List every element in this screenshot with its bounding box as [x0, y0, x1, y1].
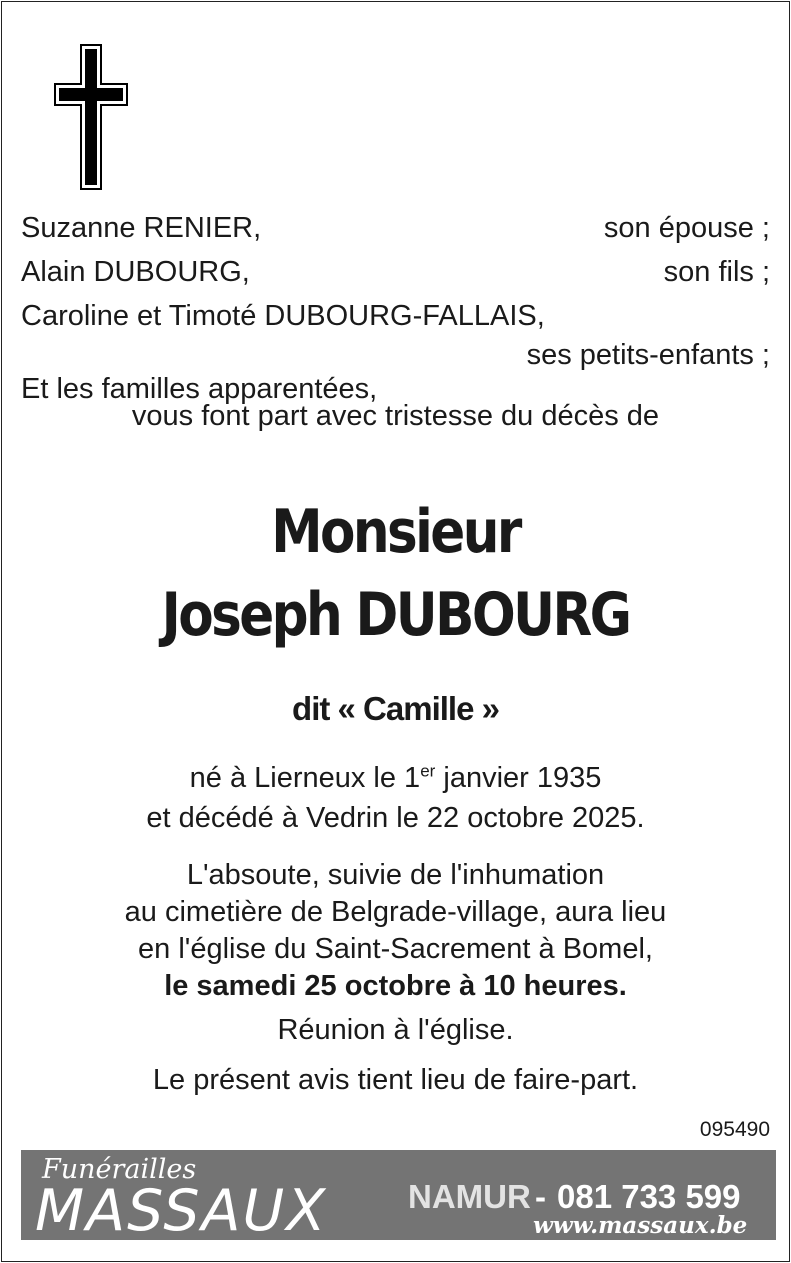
obituary-notice — [1, 1, 790, 1262]
ceremony-line: L'absoute, suivie de l'inhumation — [186, 859, 605, 891]
family-member-name: Suzanne RENIER, — [21, 212, 262, 244]
family-line — [21, 251, 770, 293]
notice-text: Le présent avis tient lieu de faire-part. — [152, 1064, 639, 1096]
funeral-home-website: www.massaux.be — [533, 1212, 748, 1239]
deceased-title: Monsieur — [271, 497, 520, 567]
ceremony-line: au cimetière de Belgrade-village, aura lieu — [124, 896, 667, 928]
ceremony-date: le samedi 25 octobre à 10 heures. — [164, 970, 627, 1002]
funeral-home-tagline: Funérailles — [42, 1154, 197, 1185]
reference-number: 095490 — [699, 1118, 770, 1141]
family-member-name: Et les familles apparentées, — [21, 373, 378, 405]
death-line: et décédé à Vedrin le 22 octobre 2025. — [146, 802, 645, 834]
deceased-name: Joseph DUBOURG — [161, 580, 630, 650]
funeral-home-city: NAMUR — [408, 1178, 531, 1215]
birth-line: né à Lierneux le 1er janvier 1935 — [189, 761, 602, 794]
separator: - — [535, 1178, 546, 1215]
intro-text: vous font part avec tristesse du décès de — [131, 400, 660, 432]
family-member-name: Alain DUBOURG, — [21, 256, 250, 288]
funeral-home-name: MASSAUX — [35, 1178, 328, 1244]
funeral-home-banner — [21, 1150, 776, 1244]
ceremony-line: en l'église du Saint-Sacrement à Bomel, — [138, 933, 653, 965]
reunion-text: Réunion à l'église. — [277, 1014, 514, 1046]
family-relation: son épouse ; — [603, 212, 770, 244]
family-line — [21, 295, 770, 337]
cross-icon — [54, 44, 128, 190]
family-member-name: Caroline et Timoté DUBOURG-FALLAIS, — [21, 300, 545, 332]
family-line — [21, 207, 770, 249]
funeral-home-phone: 081 733 599 — [557, 1178, 741, 1215]
deceased-nickname: dit « Camille » — [292, 690, 499, 727]
family-relation: ses petits-enfants ; — [526, 339, 770, 371]
family-relation: son fils ; — [663, 256, 770, 288]
